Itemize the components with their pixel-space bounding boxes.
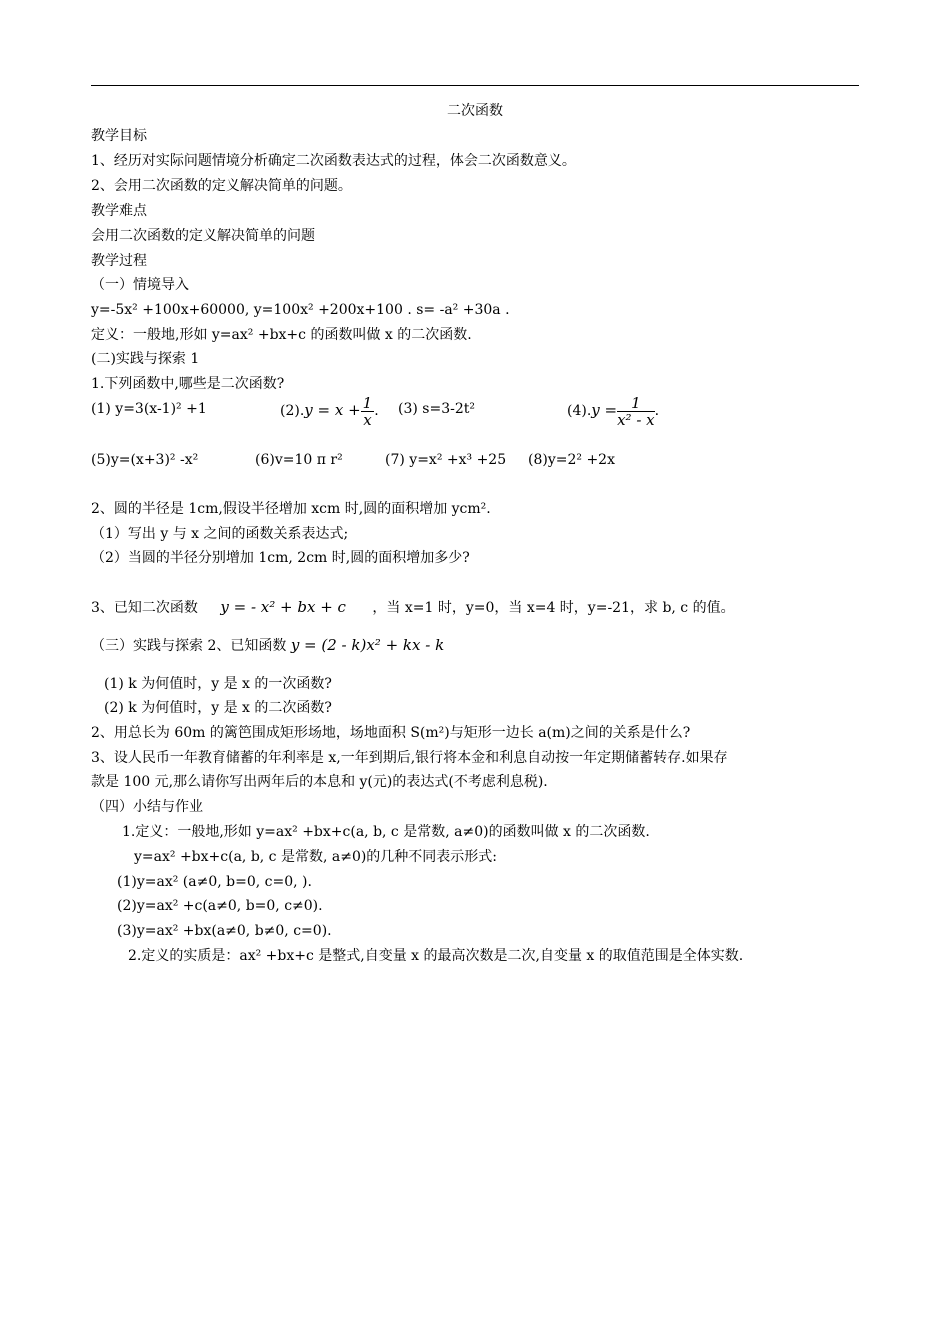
option-4: (4).y = $\frac{1}{\text{x² - x}}$ . [567, 393, 660, 429]
option-2-lhs: y = x + [304, 401, 361, 419]
part2-question-1: 1.下列函数中,哪些是二次函数? [91, 376, 285, 392]
option-6: (6)v=10 π r² [255, 452, 343, 468]
option-2-numerator: 1 [362, 393, 373, 412]
option-1: (1) y=3(x-1)² +1 [91, 401, 207, 417]
part2-heading: (二)实践与探索 1 [91, 351, 200, 367]
objective-item-1: 1、经历对实际问题情境分析确定二次函数表达式的过程，体会二次函数意义。 [91, 153, 576, 169]
option-4-fraction [617, 395, 655, 428]
question-3-prefix: 3、已知二次函数 [91, 600, 198, 616]
part2-question-3 [91, 598, 735, 617]
part1-heading: （一）情境导入 [91, 277, 189, 293]
part3-heading [91, 636, 444, 655]
option-3: (3) s=3-2t² [398, 401, 475, 417]
part2-question-2b: （2）当圆的半径分别增加 1cm, 2cm 时,圆的面积增加多少? [91, 550, 470, 566]
part2-question-2: 2、圆的半径是 1cm,假设半径增加 xcm 时,圆的面积增加 ycm². [91, 501, 491, 517]
document-title: 二次函数 [447, 103, 503, 119]
summary-item-1: 1.定义：一般地,形如 y=ax² +bx+c(a, b, c 是常数, a≠0)的函数叫做 x 的二次函数. [122, 824, 650, 840]
part3-question-b: (2) k 为何值时，y 是 x 的二次函数? [104, 700, 332, 716]
option-2-prefix: (2). [280, 403, 305, 419]
option-4-lhs: y = [591, 401, 618, 419]
option-2: (2).y = x + $\frac{1}{x}$ . [280, 393, 379, 429]
part3-question-3-line1: 3、设人民币一年教育储蓄的年利率是 x,一年到期后,银行将本金和利息自动按一年定期储蓄转存.如果存 [91, 750, 728, 766]
option-4-prefix: (4). [567, 403, 592, 419]
summary-item-2: 2.定义的实质是：ax² +bx+c 是整式,自变量 x 的最高次数是二次,自变量 x 的取值范围是全体实数. [128, 948, 744, 964]
option-7: (7) y=x² +x³ +25 [385, 452, 507, 468]
part3-question-2: 2、用总长为 60m 的篱笆围成矩形场地，场地面积 S(m²)与矩形一边长 a(m)之间的关系是什么? [91, 725, 691, 741]
part3-formula: y = (2 - k)x² + kx - k [290, 636, 445, 654]
part2-question-2a: （1）写出 y 与 x 之间的函数关系表达式; [91, 526, 349, 542]
option-2-denominator: x [363, 410, 372, 429]
header-rule [91, 85, 859, 86]
part3-heading-text: （三）实践与探索 2、已知函数 [91, 638, 287, 654]
part3-question-3-line2: 款是 100 元,那么请你写出两年后的本息和 y(元)的表达式(不考虑利息税). [91, 774, 548, 790]
summary-form-2: (2)y=ax² +c(a≠0, b=0, c≠0). [117, 898, 323, 914]
part3-question-a: (1) k 为何值时，y 是 x 的一次函数? [104, 676, 332, 692]
difficulty-heading: 教学难点 [91, 203, 147, 219]
part1-definition: 定义：一般地,形如 y=ax² +bx+c 的函数叫做 x 的二次函数. [91, 327, 472, 343]
process-heading: 教学过程 [91, 253, 147, 269]
summary-item-1-sub: y=ax² +bx+c(a, b, c 是常数, a≠0)的几种不同表示形式: [134, 849, 498, 865]
option-8: (8)y=2² +2x [528, 452, 615, 468]
option-5: (5)y=(x+3)² -x² [91, 452, 199, 468]
objectives-heading: 教学目标 [91, 128, 147, 144]
option-2-fraction [361, 395, 375, 428]
summary-form-1: (1)y=ax² (a≠0, b=0, c=0, ). [117, 874, 312, 890]
part4-heading: （四）小结与作业 [91, 799, 203, 815]
question-3-formula: y = - x² + bx + c [220, 598, 346, 616]
option-4-denominator: x² - x [617, 410, 655, 429]
objective-item-2: 2、会用二次函数的定义解决简单的问题。 [91, 178, 352, 194]
question-3-suffix: ，当 x=1 时，y=0，当 x=4 时，y=-21，求 b, c 的值。 [372, 600, 735, 616]
option-4-numerator: 1 [617, 395, 655, 412]
difficulty-text: 会用二次函数的定义解决简单的问题 [91, 228, 315, 244]
part1-examples: y=-5x² +100x+60000, y=100x² +200x+100 . s= -a² +30a . [91, 302, 510, 318]
summary-form-3: (3)y=ax² +bx(a≠0, b≠0, c=0). [117, 923, 332, 939]
